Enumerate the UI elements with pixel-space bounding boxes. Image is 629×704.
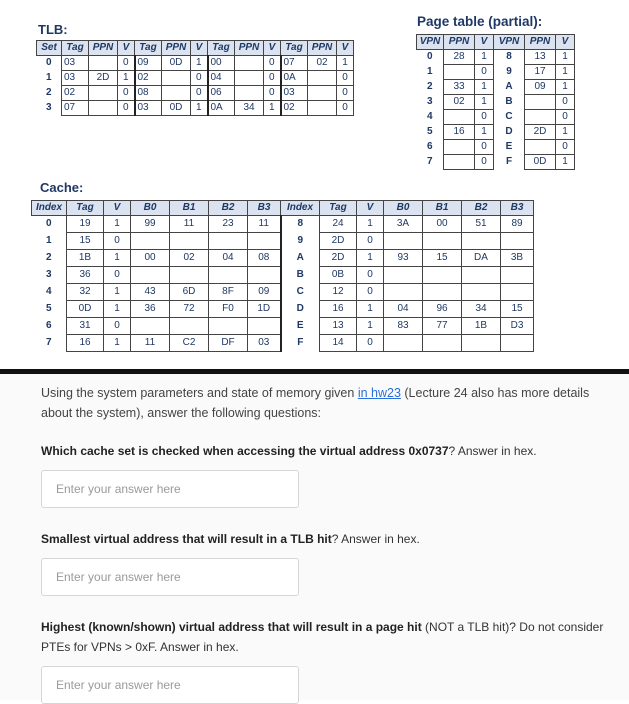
cache-row bbox=[32, 233, 534, 250]
tlb-cell: 09 bbox=[135, 56, 162, 71]
tlb-cell: 2D bbox=[89, 71, 118, 86]
tlb-cell: 00 bbox=[208, 56, 235, 71]
cache-cell: 11 bbox=[170, 216, 209, 233]
hw23-link[interactable]: in hw23 bbox=[357, 386, 401, 400]
page-table-cell: 1 bbox=[556, 50, 575, 65]
cache-cell: 83 bbox=[384, 318, 423, 335]
intro-after: (Lecture 24 also has more details about the system), answer the following questions: bbox=[41, 386, 590, 420]
tlb-cell: 1 bbox=[337, 56, 354, 71]
cache-cell bbox=[462, 284, 501, 301]
tlb-cell bbox=[235, 56, 264, 71]
page-table-vpn: 5 bbox=[426, 126, 433, 137]
cache-cell: 89 bbox=[501, 216, 534, 233]
cache-cell: 03 bbox=[248, 335, 281, 352]
tlb-cell: 1 bbox=[118, 71, 135, 86]
page-table-cell: 0 bbox=[556, 110, 575, 125]
page-table-vpn: E bbox=[505, 141, 513, 152]
cache-cell: 0 bbox=[357, 267, 384, 284]
tlb-cell: 03 bbox=[281, 86, 308, 101]
page-table-header-row bbox=[417, 35, 575, 50]
cache-header-cell: Index bbox=[32, 201, 67, 216]
cache-index: B bbox=[281, 267, 320, 284]
cache-cell: 0 bbox=[104, 318, 131, 335]
cache-cell bbox=[131, 318, 170, 335]
cache-header-cell: B2 bbox=[209, 201, 248, 216]
tlb-cell bbox=[308, 86, 337, 101]
tlb-header-cell: PPN bbox=[89, 41, 118, 56]
cache-header-cell: Tag bbox=[67, 201, 104, 216]
tlb-cell: 08 bbox=[135, 86, 162, 101]
cache-cell: 1 bbox=[104, 301, 131, 318]
page-table-vpn: 9 bbox=[506, 66, 512, 77]
tlb-cell: 0 bbox=[264, 86, 281, 101]
tlb-cell: 0 bbox=[264, 71, 281, 86]
cache-index: 9 bbox=[281, 233, 320, 250]
page-table-cell bbox=[525, 95, 556, 110]
page-table-cell: 0 bbox=[556, 95, 575, 110]
tlb-header-cell: V bbox=[191, 41, 208, 56]
page-table-cell: 33 bbox=[444, 80, 475, 95]
tlb-header-cell: Tag bbox=[208, 41, 235, 56]
page-table-cell: 1 bbox=[556, 155, 575, 170]
tlb-cell: 1 bbox=[264, 101, 281, 116]
page-table-header-cell: VPN bbox=[494, 35, 525, 50]
tlb-cell: 0A bbox=[208, 101, 235, 116]
cache-cell: 08 bbox=[248, 250, 281, 267]
cache-cell: 0 bbox=[357, 233, 384, 250]
cache-cell bbox=[384, 284, 423, 301]
tlb-cell: 02 bbox=[281, 101, 308, 116]
tlb-cell: 03 bbox=[135, 101, 162, 116]
cache-table bbox=[31, 200, 534, 352]
cache-index: 8 bbox=[281, 216, 320, 233]
cache-cell bbox=[170, 318, 209, 335]
cache-cell: 2D bbox=[320, 250, 357, 267]
cache-cell: 16 bbox=[67, 335, 104, 352]
cache-index: 7 bbox=[45, 337, 52, 348]
page-table-vpn: 6 bbox=[426, 141, 433, 152]
tlb-cell: 0 bbox=[264, 56, 281, 71]
tlb-header-row bbox=[37, 41, 354, 56]
tlb-cell: 0 bbox=[337, 86, 354, 101]
page-table-cell: 2D bbox=[525, 125, 556, 140]
tlb-cell: 0 bbox=[191, 86, 208, 101]
page-table-cell: 1 bbox=[475, 95, 494, 110]
page-table-vpn: A bbox=[505, 81, 513, 92]
cache-row bbox=[32, 216, 534, 233]
cache-cell bbox=[248, 267, 281, 284]
page-table-vpn: 2 bbox=[426, 81, 433, 92]
cache-row bbox=[32, 250, 534, 267]
cache-index: E bbox=[281, 318, 320, 335]
cache-header-cell: V bbox=[104, 201, 131, 216]
page-table-cell: 1 bbox=[556, 125, 575, 140]
cache-cell: 09 bbox=[248, 284, 281, 301]
tlb-header-cell: V bbox=[337, 41, 354, 56]
cache-cell: 1 bbox=[104, 250, 131, 267]
cache-header-cell: B0 bbox=[384, 201, 423, 216]
cache-cell: 1B bbox=[462, 318, 501, 335]
cache-index: 4 bbox=[45, 286, 52, 297]
cache-row bbox=[32, 301, 534, 318]
page-table-cell: 28 bbox=[444, 50, 475, 65]
cache-cell: 0 bbox=[104, 233, 131, 250]
cache-cell: 15 bbox=[501, 301, 534, 318]
cache-cell: 0 bbox=[104, 267, 131, 284]
question-content bbox=[0, 374, 629, 700]
cache-header-row bbox=[32, 201, 534, 216]
cache-header-cell: B0 bbox=[131, 201, 170, 216]
tlb-header-cell: Tag bbox=[135, 41, 162, 56]
cache-cell bbox=[501, 267, 534, 284]
cache-cell: 77 bbox=[423, 318, 462, 335]
page-table-row bbox=[417, 110, 575, 125]
page-table-vpn: 0 bbox=[426, 51, 433, 63]
page-table-cell: 0 bbox=[475, 155, 494, 170]
page-table-vpn: 1 bbox=[426, 66, 433, 77]
page-table-cell: 17 bbox=[525, 65, 556, 80]
page-table-header-cell: PPN bbox=[525, 35, 556, 50]
cache-cell bbox=[423, 335, 462, 352]
cache-cell: DA bbox=[462, 250, 501, 267]
cache-cell: 2D bbox=[320, 233, 357, 250]
cache-cell: 02 bbox=[170, 250, 209, 267]
tlb-cell: 34 bbox=[235, 101, 264, 116]
answer-input-3[interactable] bbox=[41, 666, 299, 704]
question-2-rest: ? Answer in hex. bbox=[331, 532, 420, 546]
page-table-cell: 1 bbox=[475, 125, 494, 140]
cache-row bbox=[32, 284, 534, 301]
cache-cell bbox=[131, 233, 170, 250]
tlb-cell bbox=[162, 86, 191, 101]
question-1 bbox=[41, 441, 606, 461]
cache-cell: 13 bbox=[320, 318, 357, 335]
answer-input-1[interactable] bbox=[41, 470, 299, 508]
cache-index: F bbox=[281, 335, 320, 352]
cache-cell: 36 bbox=[67, 267, 104, 284]
cache-cell: DF bbox=[209, 335, 248, 352]
tlb-cell: 0 bbox=[191, 71, 208, 86]
page-table-cell: 0 bbox=[475, 110, 494, 125]
cache-cell: 1 bbox=[104, 335, 131, 352]
tlb-header-cell: PPN bbox=[162, 41, 191, 56]
cache-cell bbox=[501, 284, 534, 301]
tlb-header-cell: PPN bbox=[308, 41, 337, 56]
tlb-set-index: 0 bbox=[45, 57, 52, 69]
cache-cell: 04 bbox=[209, 250, 248, 267]
cache-cell: 15 bbox=[423, 250, 462, 267]
page-table-vpn: F bbox=[505, 156, 513, 167]
tlb-cell: 03 bbox=[62, 71, 89, 86]
cache-cell bbox=[209, 233, 248, 250]
page-table-header-cell: PPN bbox=[444, 35, 475, 50]
cache-cell: 1 bbox=[104, 216, 131, 233]
page-table-cell: 16 bbox=[444, 125, 475, 140]
cache-cell: 34 bbox=[462, 301, 501, 318]
page-table-row bbox=[417, 155, 575, 170]
page-table bbox=[416, 34, 575, 170]
cache-cell: 6D bbox=[170, 284, 209, 301]
tlb-cell bbox=[308, 101, 337, 116]
cache-cell: 3A bbox=[384, 216, 423, 233]
cache-cell bbox=[423, 267, 462, 284]
page-table-header-cell: V bbox=[475, 35, 494, 50]
cache-cell bbox=[209, 318, 248, 335]
cache-cell bbox=[423, 233, 462, 250]
page-table-cell bbox=[525, 110, 556, 125]
cache-cell: 1 bbox=[357, 318, 384, 335]
cache-cell: 1 bbox=[357, 301, 384, 318]
cache-index: 6 bbox=[45, 320, 52, 331]
page-table-cell bbox=[444, 155, 475, 170]
cache-cell bbox=[209, 267, 248, 284]
cache-cell: 11 bbox=[248, 216, 281, 233]
cache-cell: 16 bbox=[320, 301, 357, 318]
cache-cell: 0 bbox=[357, 335, 384, 352]
page-table-cell: 0 bbox=[556, 140, 575, 155]
cache-index: A bbox=[281, 250, 320, 267]
cache-cell: 72 bbox=[170, 301, 209, 318]
cache-cell: 00 bbox=[423, 216, 462, 233]
cache-cell bbox=[501, 233, 534, 250]
question-1-rest: ? Answer in hex. bbox=[448, 444, 537, 458]
cache-cell: 51 bbox=[462, 216, 501, 233]
question-3-bold: Highest (known/shown) virtual address that will result in a page hit bbox=[41, 620, 422, 634]
cache-cell bbox=[462, 233, 501, 250]
page-table-cell: 0 bbox=[475, 65, 494, 80]
cache-cell bbox=[131, 267, 170, 284]
page-table-header-cell: V bbox=[556, 35, 575, 50]
tlb-cell bbox=[89, 101, 118, 116]
cache-index: 5 bbox=[45, 303, 52, 314]
cache-cell: 0D bbox=[67, 301, 104, 318]
cache-index: C bbox=[281, 284, 320, 301]
intro-before: Using the system parameters and state of memory given bbox=[41, 386, 358, 400]
tlb-table bbox=[36, 40, 354, 116]
cache-cell: 8F bbox=[209, 284, 248, 301]
cache-cell: F0 bbox=[209, 301, 248, 318]
cache-index: 0 bbox=[45, 218, 52, 230]
cache-cell: 19 bbox=[67, 216, 104, 233]
tlb-header-cell: PPN bbox=[235, 41, 264, 56]
tlb-cell bbox=[308, 71, 337, 86]
tlb-cell: 06 bbox=[208, 86, 235, 101]
intro-text bbox=[41, 383, 601, 423]
cache-cell: 43 bbox=[131, 284, 170, 301]
page-table-cell: 1 bbox=[556, 65, 575, 80]
tlb-cell: 1 bbox=[191, 56, 208, 71]
cache-cell: 04 bbox=[384, 301, 423, 318]
page-table-cell: 13 bbox=[525, 50, 556, 65]
cache-cell: 24 bbox=[320, 216, 357, 233]
cache-index: 1 bbox=[45, 235, 52, 246]
cache-cell bbox=[501, 335, 534, 352]
tlb-title: TLB: bbox=[38, 22, 68, 37]
page-table-cell: 02 bbox=[444, 95, 475, 110]
question-3 bbox=[41, 617, 606, 657]
cache-cell: 93 bbox=[384, 250, 423, 267]
page-table-row bbox=[417, 65, 575, 80]
page-table-cell: 1 bbox=[475, 50, 494, 65]
cache-cell: C2 bbox=[170, 335, 209, 352]
cache-header-cell: B3 bbox=[248, 201, 281, 216]
page-table-row bbox=[417, 140, 575, 155]
cache-cell bbox=[384, 267, 423, 284]
tlb-cell: 0 bbox=[118, 101, 135, 116]
cache-cell: 1D bbox=[248, 301, 281, 318]
cache-header-cell: B1 bbox=[423, 201, 462, 216]
page-table-cell: 0D bbox=[525, 155, 556, 170]
cache-cell bbox=[384, 335, 423, 352]
cache-cell bbox=[462, 335, 501, 352]
cache-header-cell: B1 bbox=[170, 201, 209, 216]
tlb-cell: 07 bbox=[62, 101, 89, 116]
question-2-bold: Smallest virtual address that will result in a TLB hit bbox=[41, 532, 332, 546]
tlb-cell: 03 bbox=[62, 56, 89, 71]
tlb-row bbox=[37, 101, 354, 116]
tlb-cell bbox=[235, 86, 264, 101]
cache-cell: 0 bbox=[357, 284, 384, 301]
cache-cell: 12 bbox=[320, 284, 357, 301]
question-2 bbox=[41, 529, 606, 549]
cache-header-cell: B3 bbox=[501, 201, 534, 216]
tlb-cell bbox=[89, 56, 118, 71]
tlb-cell: 0 bbox=[118, 86, 135, 101]
page-table-vpn: 7 bbox=[426, 156, 433, 167]
tlb-set-index: 1 bbox=[45, 72, 52, 83]
tlb-cell: 02 bbox=[308, 56, 337, 71]
tlb-header-cell: Tag bbox=[281, 41, 308, 56]
page-table-cell bbox=[444, 140, 475, 155]
question-3-rest: (NOT a TLB hit)? Do not consider PTEs for VPNs > 0xF. Answer in hex. bbox=[41, 620, 604, 654]
page-table-cell: 09 bbox=[525, 80, 556, 95]
tlb-cell: 0 bbox=[337, 101, 354, 116]
cache-cell bbox=[248, 233, 281, 250]
cache-cell: 1 bbox=[357, 250, 384, 267]
page-table-row bbox=[417, 125, 575, 140]
cache-cell bbox=[170, 267, 209, 284]
question-1-bold: Which cache set is checked when accessing the virtual address 0x0737 bbox=[41, 444, 449, 458]
cache-cell: 96 bbox=[423, 301, 462, 318]
cache-cell bbox=[462, 267, 501, 284]
cache-cell bbox=[248, 318, 281, 335]
page-table-vpn: B bbox=[505, 96, 513, 107]
page-table-row bbox=[417, 80, 575, 95]
cache-title: Cache: bbox=[40, 180, 84, 195]
cache-cell: 0B bbox=[320, 267, 357, 284]
tlb-cell: 0 bbox=[118, 56, 135, 71]
cache-cell: 32 bbox=[67, 284, 104, 301]
page-table-cell bbox=[525, 140, 556, 155]
page-table-vpn: C bbox=[505, 111, 513, 122]
page-table-cell: 1 bbox=[556, 80, 575, 95]
tlb-cell: 07 bbox=[281, 56, 308, 71]
cache-index: D bbox=[281, 301, 320, 318]
cache-cell bbox=[170, 233, 209, 250]
tlb-set-index: 3 bbox=[45, 102, 52, 113]
cache-cell: 1B bbox=[67, 250, 104, 267]
cache-cell: 1 bbox=[104, 284, 131, 301]
cache-header-cell: Tag bbox=[320, 201, 357, 216]
cache-cell: 31 bbox=[67, 318, 104, 335]
tlb-cell: 02 bbox=[135, 71, 162, 86]
tlb-set-index: 2 bbox=[45, 87, 52, 98]
cache-header-cell: B2 bbox=[462, 201, 501, 216]
cache-cell: 3B bbox=[501, 250, 534, 267]
cache-header-cell: Index bbox=[281, 201, 320, 216]
cache-cell: 00 bbox=[131, 250, 170, 267]
tlb-cell: 04 bbox=[208, 71, 235, 86]
page-table-vpn: 3 bbox=[426, 96, 433, 107]
tlb-cell: 0D bbox=[162, 56, 191, 71]
tlb-cell bbox=[235, 71, 264, 86]
tlb-cell: 02 bbox=[62, 86, 89, 101]
page-table-vpn: 4 bbox=[426, 111, 433, 122]
cache-cell: D3 bbox=[501, 318, 534, 335]
page-table-cell: 1 bbox=[475, 80, 494, 95]
cache-row bbox=[32, 335, 534, 352]
tlb-header-cell: V bbox=[264, 41, 281, 56]
tlb-cell bbox=[89, 86, 118, 101]
page-table-cell bbox=[444, 110, 475, 125]
cache-cell: 1 bbox=[357, 216, 384, 233]
page-table-vpn: D bbox=[505, 126, 513, 137]
tlb-header-cell: V bbox=[118, 41, 135, 56]
tlb-cell: 1 bbox=[191, 101, 208, 116]
answer-input-2[interactable] bbox=[41, 558, 299, 596]
tlb-cell bbox=[162, 71, 191, 86]
cache-row bbox=[32, 318, 534, 335]
page-table-header-cell: VPN bbox=[417, 35, 444, 50]
tlb-header-cell: Set bbox=[37, 41, 62, 56]
cache-cell: 11 bbox=[131, 335, 170, 352]
cache-row bbox=[32, 267, 534, 284]
cache-index: 3 bbox=[45, 269, 52, 280]
cache-header-cell: V bbox=[357, 201, 384, 216]
cache-cell: 99 bbox=[131, 216, 170, 233]
tlb-cell: 0 bbox=[337, 71, 354, 86]
tlb-cell: 0D bbox=[162, 101, 191, 116]
cache-cell: 36 bbox=[131, 301, 170, 318]
tlb-cell: 0A bbox=[281, 71, 308, 86]
page-table-vpn: 8 bbox=[506, 51, 512, 63]
page-table-cell: 0 bbox=[475, 140, 494, 155]
page-table-row bbox=[417, 50, 575, 65]
tlb-row bbox=[37, 71, 354, 86]
tlb-row bbox=[37, 86, 354, 101]
cache-cell: 23 bbox=[209, 216, 248, 233]
cache-cell bbox=[423, 284, 462, 301]
page-table-row bbox=[417, 95, 575, 110]
cache-index: 2 bbox=[45, 252, 52, 263]
tlb-row bbox=[37, 56, 354, 71]
page-table-title: Page table (partial): bbox=[417, 14, 543, 29]
page-table-cell bbox=[444, 65, 475, 80]
cache-cell: 15 bbox=[67, 233, 104, 250]
cache-cell bbox=[384, 233, 423, 250]
tlb-header-cell: Tag bbox=[62, 41, 89, 56]
cache-cell: 14 bbox=[320, 335, 357, 352]
